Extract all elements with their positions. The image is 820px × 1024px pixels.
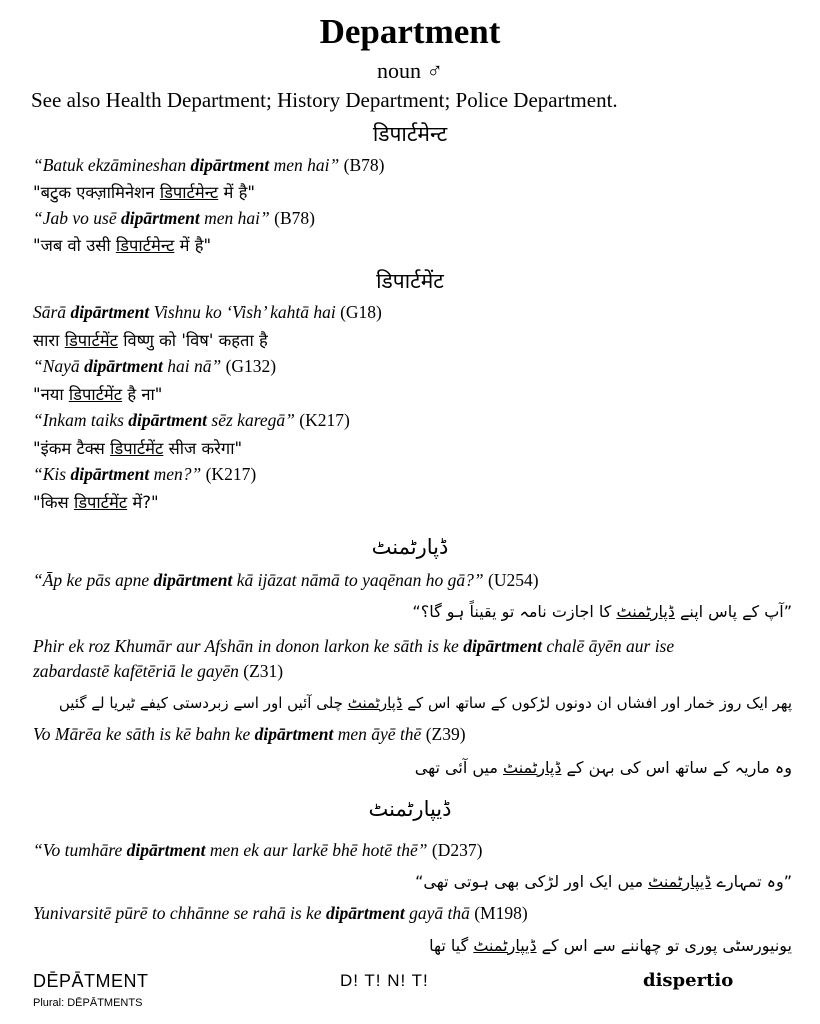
example-romanized: “Jab vo usē dipārtment men hai” (B78) [33, 208, 315, 228]
example-urdu: ”آپ کے پاس اپنے ڈپارٹمنٹ کا اجازت نامہ تو یقیناً ہو گا؟“ [412, 602, 792, 621]
see-also: See also Health Department; History Department; Police Department. [31, 88, 618, 112]
example-romanized: Yunivarsitē pūrē to chhānne se rahā is ke dipārtment gayā thā (M198) [33, 903, 528, 923]
example-urdu: پھر ایک روز خمار اور افشاں ان دونوں لڑکوں کے ساتھ اس کے ڈپارٹمنٹ چلی آئیں اور اسے زبردستی کیفے ٹیریا لے گئیں [58, 694, 792, 712]
section-heading-devanagari-1: डिपार्टमेन्ट [372, 122, 448, 146]
example-urdu: وہ ماریہ کے ساتھ اس کی بہن کے ڈپارٹمنٹ میں آئی تھی [414, 758, 792, 777]
example-devanagari: "नया डिपार्टमेंट है ना" [33, 385, 163, 404]
example-romanized-continued: zabardastē kafētēriā le gayēn (Z31) [33, 661, 284, 681]
example-devanagari: "जब वो उसी डिपार्टमेन्ट में है" [33, 236, 212, 255]
plural-form: Plural: DĒPĀTMENTS [33, 997, 143, 1009]
section-heading-urdu-2: ڈیپارٹمنٹ [368, 797, 452, 821]
part-of-speech: noun ♂ [377, 58, 443, 83]
example-romanized: “Nayā dipārtment hai nā” (G132) [33, 356, 277, 376]
example-urdu: یونیورسٹی پوری تو چھاننے سے اس کے ڈیپارٹمنٹ گیا تھا [429, 936, 792, 955]
example-romanized: “Vo tumhāre dipārtment men ek aur larkē bhē hotē thē” (D237) [33, 840, 483, 860]
pronunciation: DĒPĀTMENT [33, 971, 149, 991]
example-urdu: ”وہ تمہارے ڈیپارٹمنٹ میں ایک اور لڑکی بھی ہوتی تھی“ [415, 872, 792, 891]
example-devanagari: सारा डिपार्टमेंट विष्णु को 'विष' कहता है [33, 331, 268, 350]
example-devanagari: "बटुक एक्ज़ामिनेशन डिपार्टमेन्ट में है" [33, 183, 255, 202]
entry-title: Department [319, 12, 501, 51]
example-romanized: “Batuk ekzāmineshan dipārtment men hai” (B78) [33, 155, 385, 175]
section-heading-devanagari-2: डिपार्टमेंट [376, 269, 444, 293]
example-romanized: “Āp ke pās apne dipārtment kā ijāzat nāmā to yaqēnan ho gā?” (U254) [33, 570, 539, 590]
example-devanagari: "किस डिपार्टमेंट में?" [33, 493, 159, 512]
section-heading-urdu-1: ڈپارٹمنٹ [371, 535, 449, 559]
example-romanized: “Kis dipārtment men?” (K217) [33, 464, 257, 484]
example-romanized: Phir ek roz Khumār aur Afshān in donon larkon ke sāth is ke dipārtment chalē āyēn aur ise [33, 636, 675, 656]
example-romanized: “Inkam taiks dipārtment sēz karegā” (K217) [33, 410, 350, 430]
stress-pattern: D! T! N! T! [340, 971, 429, 990]
example-romanized: Sārā dipārtment Vishnu ko ‘Vish’ kahtā hai (G18) [33, 302, 382, 322]
example-devanagari: "इंकम टैक्स डिपार्टमेंट सीज करेगा" [33, 439, 243, 458]
etymology: dispertio [643, 970, 734, 991]
example-romanized: Vo Mārēa ke sāth is kē bahn ke dipārtment men āyē thē (Z39) [33, 724, 466, 744]
